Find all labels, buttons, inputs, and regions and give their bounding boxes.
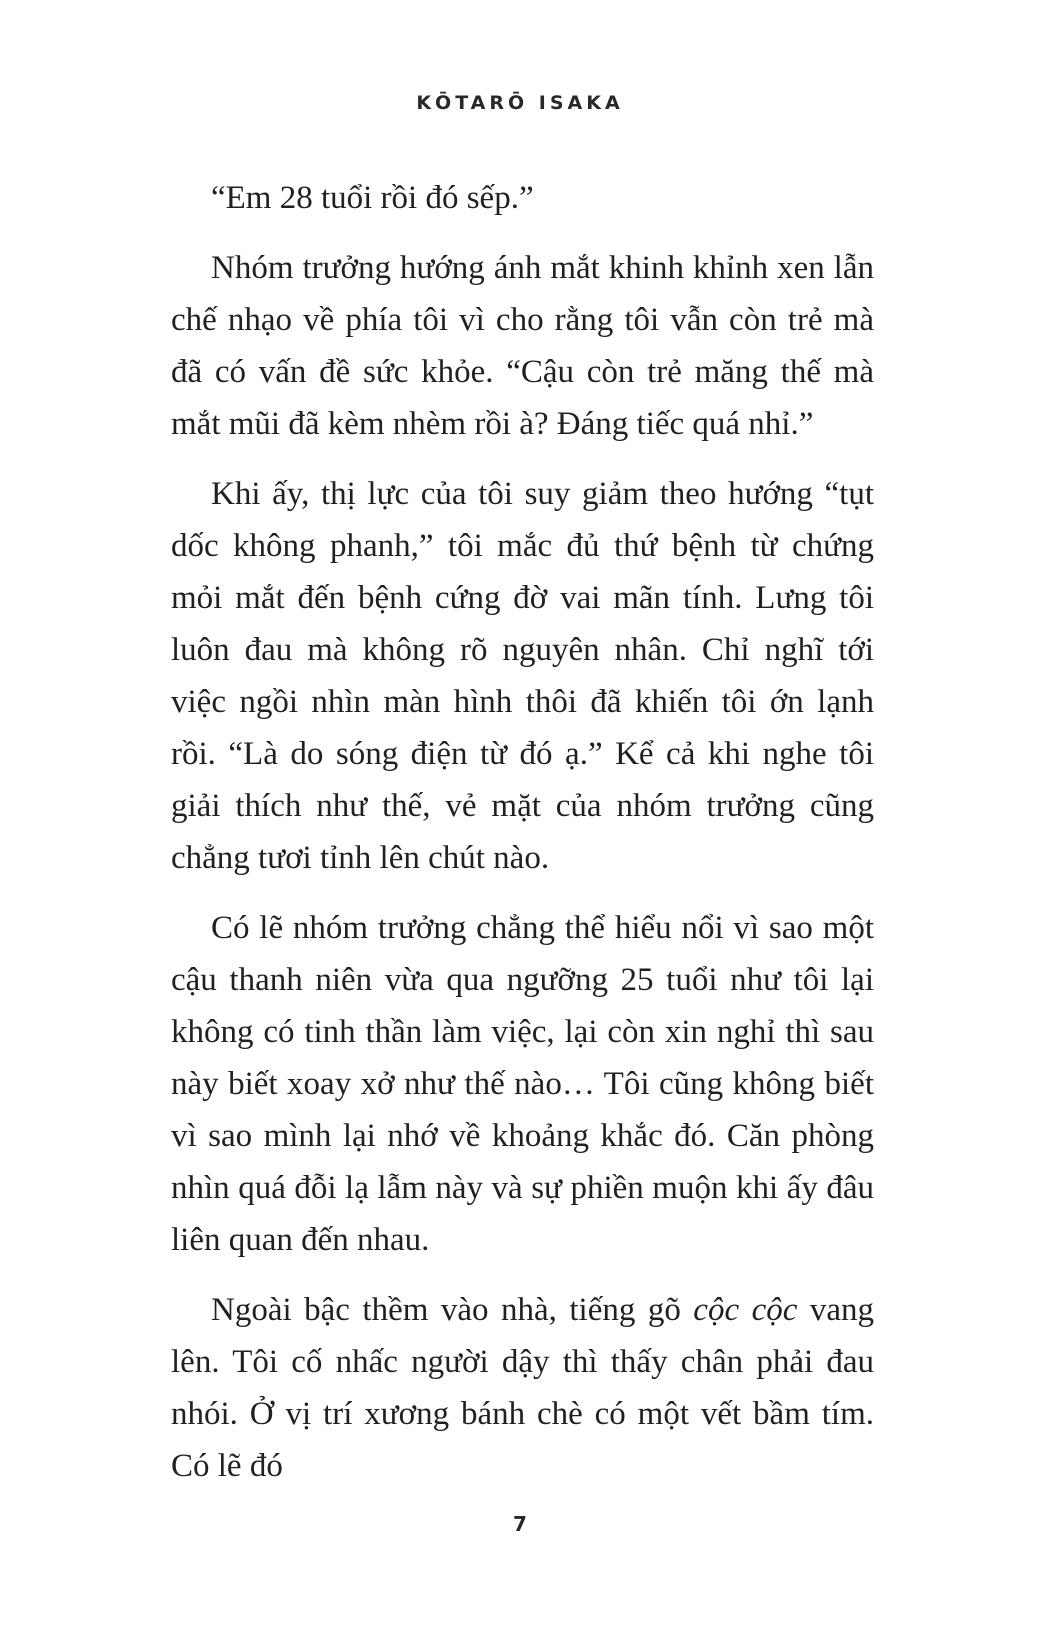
- paragraph: “Em 28 tuổi rồi đó sếp.”: [211, 180, 534, 216]
- page-number: 7: [513, 1512, 527, 1536]
- body-text: [171, 172, 874, 1492]
- paragraph-text: Ngoài bậc thềm vào nhà, tiếng gõ: [211, 1292, 694, 1328]
- italic-onomatopoeia: cộc cộc: [693, 1292, 798, 1328]
- paragraph: Nhóm trưởng hướng ánh mắt khinh khỉnh xen lẫn chế nhạo về phía tôi vì cho rằng tôi vẫn còn trẻ mà đã có vấn đề sức khỏe. “Cậu còn trẻ măng thế mà mắt mũi đã kèm nhèm rồi à? Đáng tiếc quá nhỉ.”: [171, 250, 874, 442]
- paragraph-text: vang lên. Tôi cố nhấc người dậy thì thấy chân phải đau nhói. Ở vị trí xương bánh chè có một vết bầm tím. Có lẽ đó: [171, 1292, 874, 1484]
- paragraph: Có lẽ nhóm trưởng chẳng thể hiểu nổi vì sao một cậu thanh niên vừa qua ngưỡng 25 tuổi như tôi lại không có tinh thần làm việc, lại còn xin nghỉ thì sau này biết xoay xở như thế nào… Tôi cũng không biết vì sao mình lại nhớ về khoảng khắc đó. Căn phòng nhìn quá đỗi lạ lẫm này và sự phiền muộn khi ấy đâu liên quan đến nhau.: [171, 910, 874, 1258]
- paragraph: [171, 1284, 874, 1492]
- paragraph: Khi ấy, thị lực của tôi suy giảm theo hướng “tụt dốc không phanh,” tôi mắc đủ thứ bệnh từ chứng mỏi mắt đến bệnh cứng đờ vai mãn tính. Lưng tôi luôn đau mà không rõ nguyên nhân. Chỉ nghĩ tới việc ngồi nhìn màn hình thôi đã khiến tôi ớn lạnh rồi. “Là do sóng điện từ đó ạ.” Kể cả khi nghe tôi giải thích như thế, vẻ mặt của nhóm trưởng cũng chẳng tươi tỉnh lên chút nào.: [171, 476, 874, 876]
- running-head: KŌTARŌ ISAKA: [416, 92, 624, 114]
